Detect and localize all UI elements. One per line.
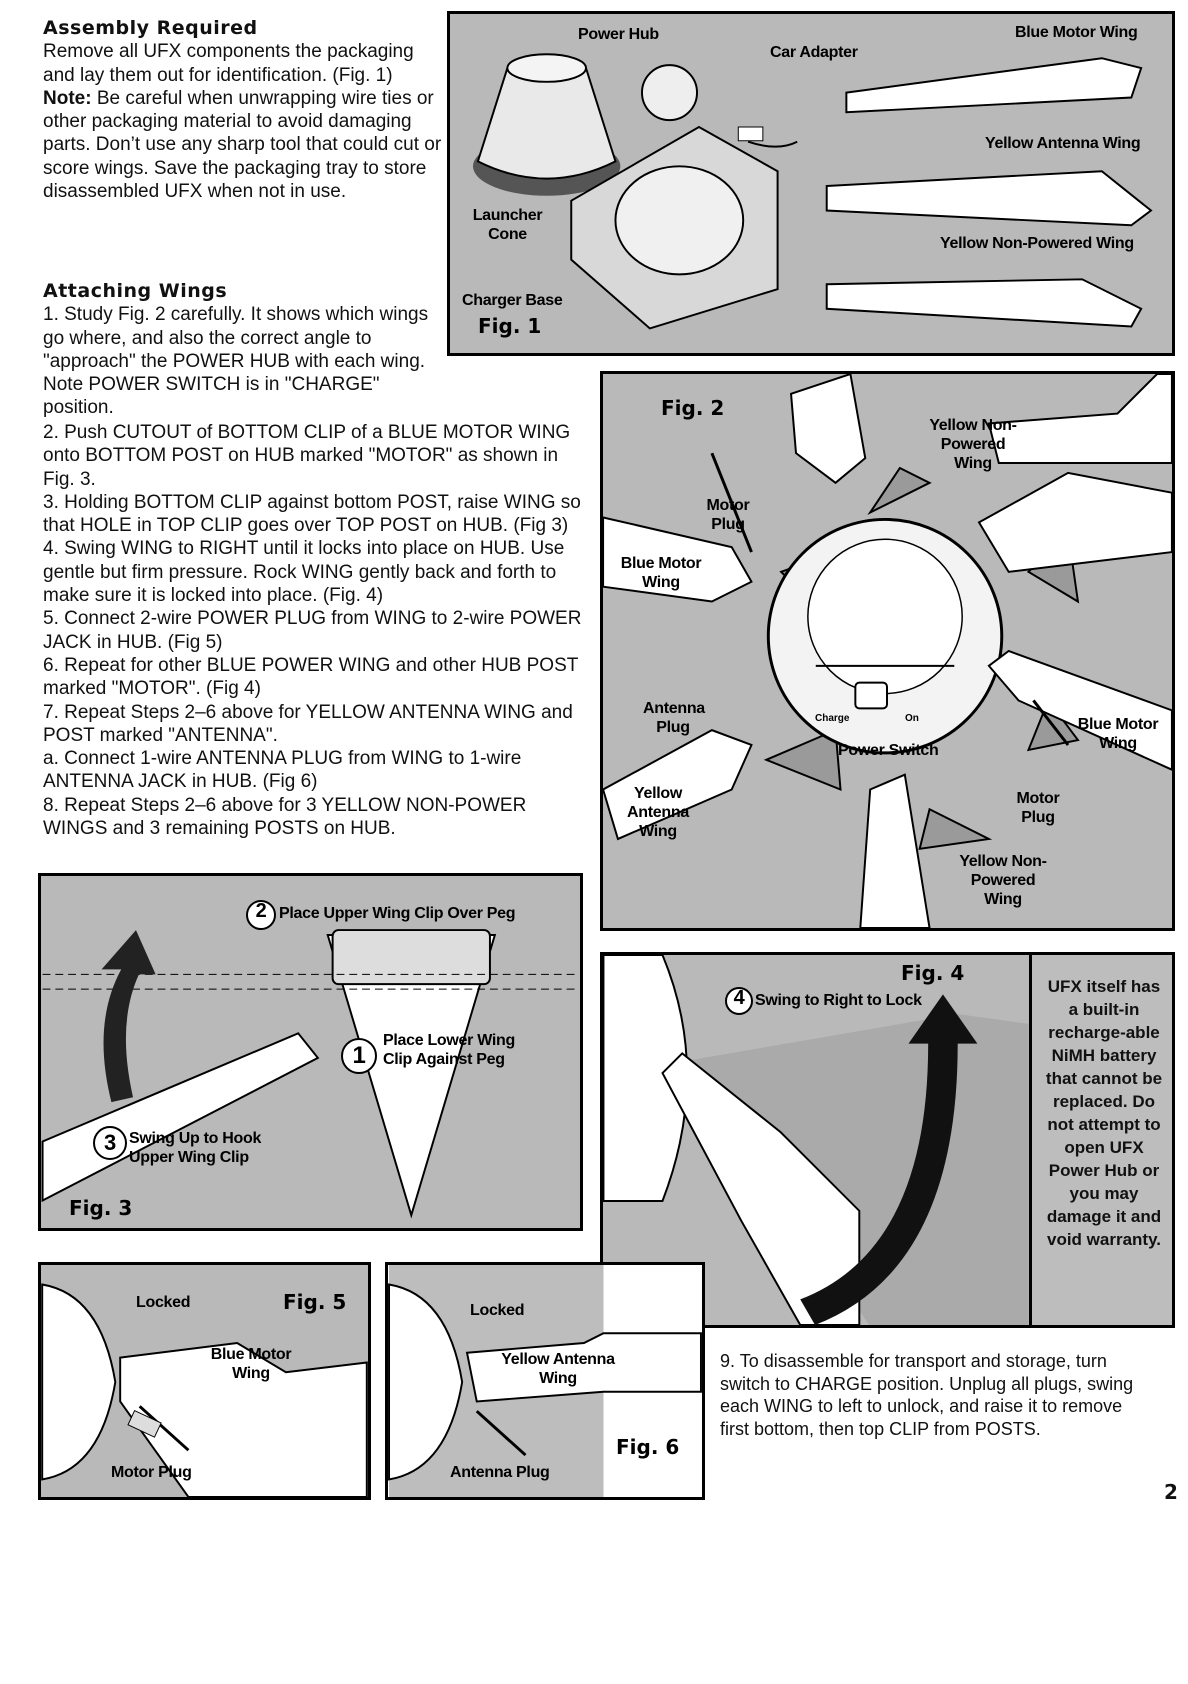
fig5-label-locked: Locked bbox=[136, 1294, 191, 1311]
fig2-label-yellow-non-powered-top: Yellow Non-Powered Wing bbox=[929, 417, 1017, 472]
step-2: 2. Push CUTOUT of BOTTOM CLIP of a BLUE MOTOR WING onto BOTTOM POST on HUB marked "MOTOR" as shown in Fig. 3. bbox=[43, 422, 571, 490]
step-9: 9. To disassemble for transport and storage, turn switch to CHARGE position. Unplug all plugs, swing each WING to left to unlock, and raise it to remove first bottom, then top CLIP from POSTS. bbox=[720, 1351, 1134, 1439]
page-number: 2 bbox=[1164, 1480, 1178, 1504]
step-7a: a. Connect 1-wire ANTENNA PLUG from WING to 1-wire ANTENNA JACK in HUB. (Fig 6) bbox=[43, 748, 522, 793]
step-6: 6. Repeat for other BLUE POWER WING and other HUB POST marked "MOTOR". (Fig 4) bbox=[43, 654, 579, 700]
fig2-label-motor-plug-left: Motor Plug bbox=[706, 497, 750, 533]
step-4: 4. Swing WING to RIGHT until it locks into place on HUB. Use gentle but firm pressure. Rock WING gently back and forth to make sure it is locked into place. (Fig. 4) bbox=[43, 538, 565, 607]
fig6-label-plug: Antenna Plug bbox=[450, 1464, 550, 1481]
fig3-step3-label: Swing Up to Hook Upper Wing Clip bbox=[129, 1130, 262, 1166]
fig4-step4-label: Swing to Right to Lock bbox=[755, 992, 922, 1009]
figure-5 bbox=[38, 1262, 371, 1500]
battery-warning-box: UFX itself has a built-in recharge-able NiMH battery that cannot be replaced. Do not attempt to open UFX Power Hub or you may damage it and void warranty. bbox=[1032, 952, 1175, 1328]
fig6-number: Fig. 6 bbox=[616, 1435, 680, 1459]
figure-6 bbox=[385, 1262, 705, 1500]
step-1: 1. Study Fig. 2 carefully. It shows which wings go where, and also the correct angle to "approach" the POWER HUB with each wing. Note POWER SWITCH is in "CHARGE" position. bbox=[43, 304, 429, 419]
fig1-label-yellow-non-powered-wing: Yellow Non-Powered Wing bbox=[940, 235, 1134, 252]
figure-2-illustration bbox=[603, 374, 1172, 928]
fig2-label-blue-motor-wing-left: Blue Motor Wing bbox=[620, 555, 702, 591]
fig2-label-charge: Charge bbox=[815, 713, 850, 724]
fig2-label-on: On bbox=[905, 713, 919, 724]
figure-2 bbox=[600, 371, 1175, 931]
fig6-label-wing: Yellow Antenna Wing bbox=[501, 1351, 615, 1387]
fig1-label-car-adapter: Car Adapter bbox=[770, 44, 858, 61]
fig1-label-charger-base: Charger Base bbox=[462, 292, 563, 309]
fig3-step3-circle: 3 bbox=[93, 1126, 127, 1160]
fig3-step2-circle: 2 bbox=[246, 900, 276, 930]
fig2-label-power-switch: Power Switch bbox=[838, 742, 939, 759]
attaching-section-steps bbox=[43, 421, 583, 840]
figure-1 bbox=[447, 11, 1175, 356]
assembly-body: Remove all UFX components the packaging and lay them out for identification. (Fig. 1) Note: Be careful when unwrapping wire ties or other packaging material to avoid damaging parts. Don’t use any sharp tool that could cut or score wings. Save the packaging tray to store disassembled UFX when not in use. bbox=[43, 41, 442, 203]
fig6-label-locked: Locked bbox=[470, 1302, 525, 1319]
note-text: Be careful when unwrapping wire ties or other packaging material to avoid damaging parts. Don’t use any sharp tool that could cut or score wings. Save the packaging tray to store disassembled UFX when not in use. bbox=[43, 87, 442, 203]
fig2-label-motor-plug-right: Motor Plug bbox=[1016, 790, 1060, 826]
fig2-number: Fig. 2 bbox=[661, 396, 725, 420]
fig5-number: Fig. 5 bbox=[283, 1290, 347, 1314]
fig3-step1-circle: 1 bbox=[341, 1038, 377, 1074]
fig5-label-plug: Motor Plug bbox=[111, 1464, 192, 1481]
step-7: 7. Repeat Steps 2–6 above for YELLOW ANTENNA WING and POST marked "ANTENNA". bbox=[43, 701, 573, 746]
attaching-section-top bbox=[43, 280, 438, 420]
fig5-label-wing: Blue Motor Wing bbox=[210, 1346, 292, 1382]
fig2-label-yellow-antenna-wing: Yellow Antenna Wing bbox=[627, 785, 689, 840]
fig1-label-launcher-cone: Launcher Cone bbox=[472, 207, 543, 243]
fig2-label-yellow-non-powered-bottom: Yellow Non-Powered Wing bbox=[959, 853, 1047, 908]
fig4-step4-circle: 4 bbox=[725, 987, 753, 1015]
figure-3 bbox=[38, 873, 583, 1231]
fig1-label-blue-motor-wing: Blue Motor Wing bbox=[1015, 24, 1138, 41]
step-5: 5. Connect 2-wire POWER PLUG from WING to 2-wire POWER JACK in HUB. (Fig 5) bbox=[43, 608, 582, 653]
fig2-label-blue-motor-wing-right: Blue Motor Wing bbox=[1077, 716, 1159, 752]
fig1-number: Fig. 1 bbox=[478, 314, 542, 338]
fig3-step1-label: Place Lower Wing Clip Against Peg bbox=[383, 1032, 515, 1068]
attaching-heading: Attaching Wings bbox=[43, 280, 228, 302]
fig2-label-antenna-plug: Antenna Plug bbox=[643, 700, 705, 736]
note-label: Note: bbox=[43, 87, 92, 109]
fig1-label-yellow-antenna-wing: Yellow Antenna Wing bbox=[985, 135, 1141, 152]
fig1-label-power-hub: Power Hub bbox=[578, 26, 659, 43]
fig3-number: Fig. 3 bbox=[69, 1196, 133, 1220]
step-8: 8. Repeat Steps 2–6 above for 3 YELLOW NON-POWER WINGS and 3 remaining POSTS on HUB. bbox=[43, 794, 527, 840]
fig4-number: Fig. 4 bbox=[901, 961, 965, 985]
fig3-step2-label: Place Upper Wing Clip Over Peg bbox=[279, 905, 516, 922]
assembly-heading: Assembly Required bbox=[43, 17, 258, 39]
assembly-section bbox=[43, 17, 443, 203]
step-3: 3. Holding BOTTOM CLIP against bottom POST, raise WING so that HOLE in TOP CLIP goes over TOP POST on HUB. (Fig 3) bbox=[43, 491, 581, 537]
